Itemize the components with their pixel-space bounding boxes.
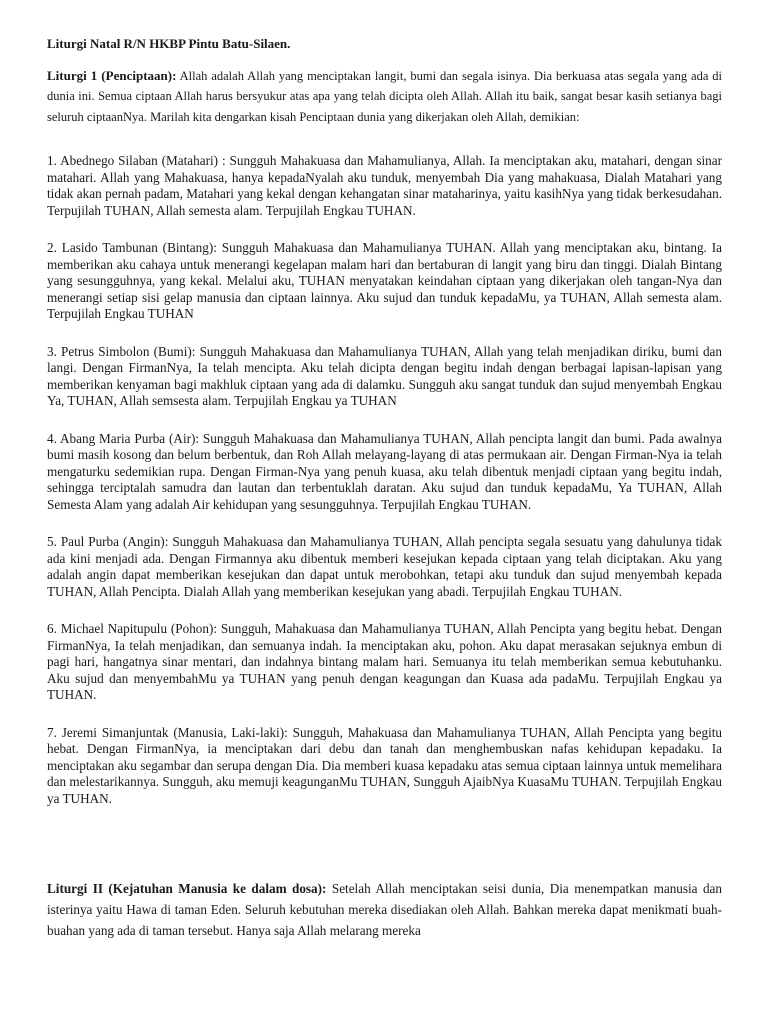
liturgy-item-bintang: 2. Lasido Tambunan (Bintang): Sungguh Mahakuasa dan Mahamulianya TUHAN. Allah yang menciptakan aku, bintang. Ia memberikan aku cahaya untuk menerangi kegelapan malam hari dan bertaburan di langit yang biru dan tinggi. Dialah Bintang yang sesungguhnya, yang kekal. Melalui aku, TUHAN menyatakan keindahan ciptaan yang dikerjakan oleh tangan-Nya dan menerangi setiap sisi gelap manusia dan ciptaan lainnya. Aku sujud dan tunduk kepadaMu, ya TUHAN, Allah semesta alam. Terpujilah Engkau TUHAN [47, 239, 722, 322]
liturgy-1-intro [47, 66, 722, 127]
liturgy-item-air: 4. Abang Maria Purba (Air): Sungguh Mahakuasa dan Mahamulianya TUHAN, Allah pencipta langit dan bumi. Pada awalnya bumi masih kosong dan belum berbentuk, dan Roh Allah melayang-layang di atas permukaan air. Dengan Firman-Nya ia telah mengaturku sedemikian rupa. Dengan Firman-Nya yang penuh kuasa, aku telah dibentuk menjadi ciptaan yang begitu indah, sehingga terciptalah samudra dan lautan dan terbentuklah daratan. Aku sujud dan tunduk kepadaMu, Ya TUHAN, Allah Semesta Alam yang adalah Air kehidupan yang sesungguhnya. Terpujilah Engkau TUHAN. [47, 430, 722, 512]
liturgy-item-manusia: 7. Jeremi Simanjuntak (Manusia, Laki-laki): Sungguh, Mahakuasa dan Mahamulianya TUHAN, Allah Pencipta yang begitu hebat. Dengan FirmanNya, ia menciptakan dari debu dan tanah dan menghembuskan nafas kehidupan kepadaku. Ia menciptakan aku segambar dan serupa dengan Dia. Dia memberi kuasa kepadaku atas semua ciptaan lainnya untuk memelihara dan melestarikannya. Sungguh, aku memuji keagunganMu TUHAN, Sungguh AjaibNya KuasaMu TUHAN. Terpujilah Engkau ya TUHAN. [47, 724, 722, 806]
liturgy-1-items [47, 153, 722, 828]
liturgy-item-pohon: 6. Michael Napitupulu (Pohon): Sungguh, Mahakuasa dan Mahamulianya TUHAN, Allah Pencipta yang begitu hebat. Dengan FirmanNya, Ia telah menjadikan, dan semuanya indah. Ia menciptakan aku, pohon. Aku dapat merasakan sejuknya embun di pagi hari, hangatnya sinar mentari, dan indahnya bintang malam hari. Semuanya itu telah memberikan semua kebutuhanku. Aku sujud dan menyembahMu ya TUHAN yang penuh dengan keagungan dan Kuasa ada padaMu. Terpujilah Engkau ya TUHAN. [47, 621, 722, 703]
liturgy-item-bumi: 3. Petrus Simbolon (Bumi): Sungguh Mahakuasa dan Mahamulianya TUHAN, Allah yang telah menjadikan diriku, bumi dan langi. Dengan FirmanNya, Ia telah mencipta. Aku telah dicipta dengan begitu indah dengan berbagai lapisan-lapisan yang memberikan kenyaman bagi makhluk ciptaan yang ada di dalamku. Sungguh aku sangat tunduk dan sujud menyembah Engkau Ya, TUHAN, Allah semsesta alam. Terpujilah Engkau ya TUHAN [47, 343, 722, 409]
liturgy-2-paragraph [47, 879, 722, 941]
liturgy-2-text: Setelah Allah menciptakan seisi dunia, Dia menempatkan manusia dan isterinya yaitu Hawa di taman Eden. Seluruh kebutuhan mereka disediakan oleh Allah. Bahkan mereka dapat menikmati buah-buahan yang ada di taman tersebut. Hanya saja Allah melarang mereka [47, 881, 722, 938]
liturgy-2-heading: Liturgi II (Kejatuhan Manusia ke dalam dosa): [47, 881, 327, 896]
liturgy-item-matahari: 1. Abednego Silaban (Matahari) : Sungguh Mahakuasa dan Mahamulianya, Allah. Ia menciptakan aku, matahari, dengan sinar matahari. Allah yang Mahakuasa, hanya kepadaNyalah aku tunduk, menyembah Dia yang mahakuasa, Dialah Matahari yang tidak akan pernah padam, Matahari yang kekal dengan kehangatan sinar mataharinya, yaitu kasihNya yang tidak berkesudahan. Terpujilah TUHAN, Allah semesta alam. Terpujilah Engkau TUHAN. [47, 153, 722, 218]
liturgy-item-angin: 5. Paul Purba (Angin): Sungguh Mahakuasa dan Mahamulianya TUHAN, Allah pencipta segala sesuatu yang dahulunya tidak ada kini menjadi ada. Dengan Firmannya aku dibentuk memberi kesejukan kepada ciptaan yang telah diciptakan. Aku yang adalah angin dapat memberikan kesejukan dan dapat untuk merobohkan, tetapi aku tunduk dan sujud menyembah kepada TUHAN, Allah Pencipta. Dialah Allah yang memberikan kesejukan yang abadi. Terpujilah Engkau TUHAN. [47, 534, 722, 599]
liturgy-1-text: Allah adalah Allah yang menciptakan langit, bumi dan segala isinya. Dia berkuasa atas segala yang ada di dunia ini. Semua ciptaan Allah harus bersyukur atas apa yang telah dicipta oleh Allah. Allah itu baik, sangat besar kasih setianya bagi seluruh ciptaanNya. Marilah kita dengarkan kisah Penciptaan dunia yang dikerjakan oleh Allah, demikian: [47, 69, 723, 124]
liturgy-1-heading: Liturgi 1 (Penciptaan): [47, 68, 177, 83]
document-title: Liturgi Natal R/N HKBP Pintu Batu-Silaen. [47, 36, 291, 51]
